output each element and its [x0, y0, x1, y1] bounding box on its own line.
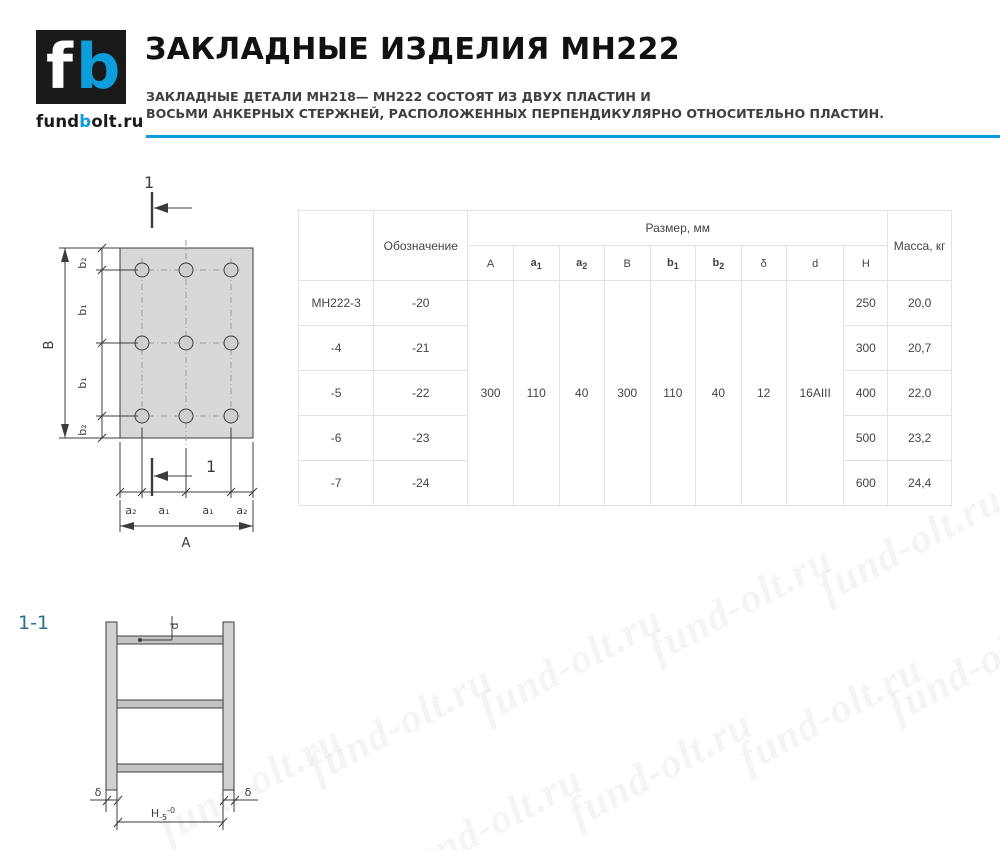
right-plate — [223, 622, 234, 790]
cell-H: 400 — [844, 371, 888, 416]
left-plate — [106, 622, 117, 790]
header-designation: Обозначение — [374, 211, 468, 281]
leader-d-dot — [138, 638, 142, 642]
cell-A: 300 — [468, 281, 514, 506]
cell-mass: 20,7 — [888, 326, 952, 371]
anchor-circle — [179, 409, 193, 423]
header-dim-delta: δ — [741, 246, 786, 281]
label-a1-left: a₁ — [158, 504, 170, 517]
table-row[interactable] — [299, 281, 952, 326]
header-mass: Масса, кг — [888, 211, 952, 281]
logo-letter-f: f — [46, 30, 73, 103]
dim-arrow-A-left — [120, 522, 134, 530]
cell-H: 600 — [844, 461, 888, 506]
cell-designation: -23 — [374, 416, 468, 461]
cell-designation: -24 — [374, 461, 468, 506]
table-head — [299, 211, 952, 281]
wordmark-part1: fund — [36, 112, 80, 131]
cell-a2: 40 — [559, 281, 604, 506]
logo-letter-b: b — [76, 30, 121, 103]
anchor-circle — [224, 263, 238, 277]
label-B: B — [42, 340, 57, 350]
dim-arrow-B-top — [61, 248, 69, 262]
dim-arrow-A-right — [239, 522, 253, 530]
cell-designation: -22 — [374, 371, 468, 416]
watermark-text — [881, 596, 1000, 733]
header-size-group: Размер, мм — [468, 211, 888, 246]
label-b2-bottom: b₂ — [76, 424, 89, 436]
watermark-text — [391, 756, 591, 850]
header-dim-b1: $b_1$ — [650, 246, 696, 281]
section-label-bottom: 1 — [206, 457, 217, 476]
section-view-label: 1-1 — [18, 612, 50, 634]
anchor-circle — [224, 336, 238, 350]
label-delta-left: δ — [94, 786, 102, 799]
watermark-text — [471, 596, 671, 733]
anchor-bar — [117, 700, 223, 708]
plan-view-drawing — [20, 170, 290, 595]
cell-designation: -21 — [374, 326, 468, 371]
label-H: $H_{-5}^{-0}$ — [150, 806, 176, 822]
anchor-circle — [224, 409, 238, 423]
cell-a1: 110 — [513, 281, 559, 506]
cell-b1: 110 — [650, 281, 696, 506]
cell-name: -5 — [299, 371, 374, 416]
header-divider — [146, 135, 1000, 138]
header-dim-B: B — [604, 246, 650, 281]
label-a2-right: a₂ — [236, 504, 248, 517]
subtitle-line-2: ВОСЬМИ АНКЕРНЫХ СТЕРЖНЕЙ, РАСПОЛОЖЕННЫХ ПЕРПЕНДИКУЛЯРНО ОТНОСИТЕЛЬНО ПЛАСТИН. — [146, 106, 884, 121]
cell-B: 300 — [604, 281, 650, 506]
watermark-text — [731, 646, 931, 783]
label-b1-lower: b₁ — [76, 377, 89, 389]
cell-designation: -20 — [374, 281, 468, 326]
label-b2-top: b₂ — [76, 257, 89, 269]
section-view-svg — [20, 600, 290, 840]
cell-mass: 23,2 — [888, 416, 952, 461]
anchor-bar — [117, 764, 223, 772]
header-dim-a1: $a_1$ — [513, 246, 559, 281]
dim-arrow-B-bot — [61, 424, 69, 438]
label-b1-upper: b₁ — [76, 304, 89, 316]
anchor-circle — [179, 336, 193, 350]
cell-name: -7 — [299, 461, 374, 506]
header-name — [299, 211, 374, 281]
header-dim-H: H — [844, 246, 888, 281]
section-label-top: 1 — [144, 173, 155, 192]
anchor-circle — [179, 263, 193, 277]
label-delta-right: δ — [244, 786, 252, 799]
page-title: ЗАКЛАДНЫЕ ИЗДЕЛИЯ МН222 — [145, 32, 681, 67]
watermark-text — [561, 701, 761, 838]
header-dim-b2: $b_2$ — [696, 246, 741, 281]
page-header — [0, 0, 1000, 140]
cell-mass: 24,4 — [888, 461, 952, 506]
logo-icon — [36, 30, 126, 104]
cell-H: 300 — [844, 326, 888, 371]
watermark-text — [641, 536, 841, 673]
specification-table — [298, 210, 952, 506]
cell-H: 250 — [844, 281, 888, 326]
section-view-drawing — [20, 600, 290, 845]
brand-logo[interactable] — [36, 30, 144, 131]
header-dim-A: A — [468, 246, 514, 281]
cell-H: 500 — [844, 416, 888, 461]
label-a2-left: a₂ — [125, 504, 137, 517]
brand-wordmark — [36, 112, 144, 131]
cell-name: -6 — [299, 416, 374, 461]
subtitle-line-1: ЗАКЛАДНЫЕ ДЕТАЛИ МН218— МН222 СОСТОЯТ ИЗ ДВУХ ПЛАСТИН И — [146, 89, 651, 104]
section-arrowhead-bottom — [154, 471, 168, 481]
header-dim-a2: $a_2$ — [559, 246, 604, 281]
table-body — [299, 281, 952, 506]
cell-mass: 20,0 — [888, 281, 952, 326]
cell-delta: 12 — [741, 281, 786, 506]
cell-mass: 22,0 — [888, 371, 952, 416]
plan-view-svg — [20, 170, 290, 590]
page-subtitle — [146, 88, 884, 122]
cell-name: -4 — [299, 326, 374, 371]
wordmark-accent: b — [79, 112, 92, 131]
label-A: A — [181, 536, 191, 551]
watermark-text — [301, 656, 501, 793]
label-a1-right: a₁ — [202, 504, 214, 517]
section-arrowhead-top — [154, 203, 168, 213]
cell-d: 16AIII — [786, 281, 844, 506]
header-dim-d: d — [786, 246, 844, 281]
cell-name: МН222-3 — [299, 281, 374, 326]
cell-b2: 40 — [696, 281, 741, 506]
label-d: d — [168, 622, 181, 630]
wordmark-part2: olt.ru — [91, 112, 144, 131]
table-header-row-group — [299, 211, 952, 246]
